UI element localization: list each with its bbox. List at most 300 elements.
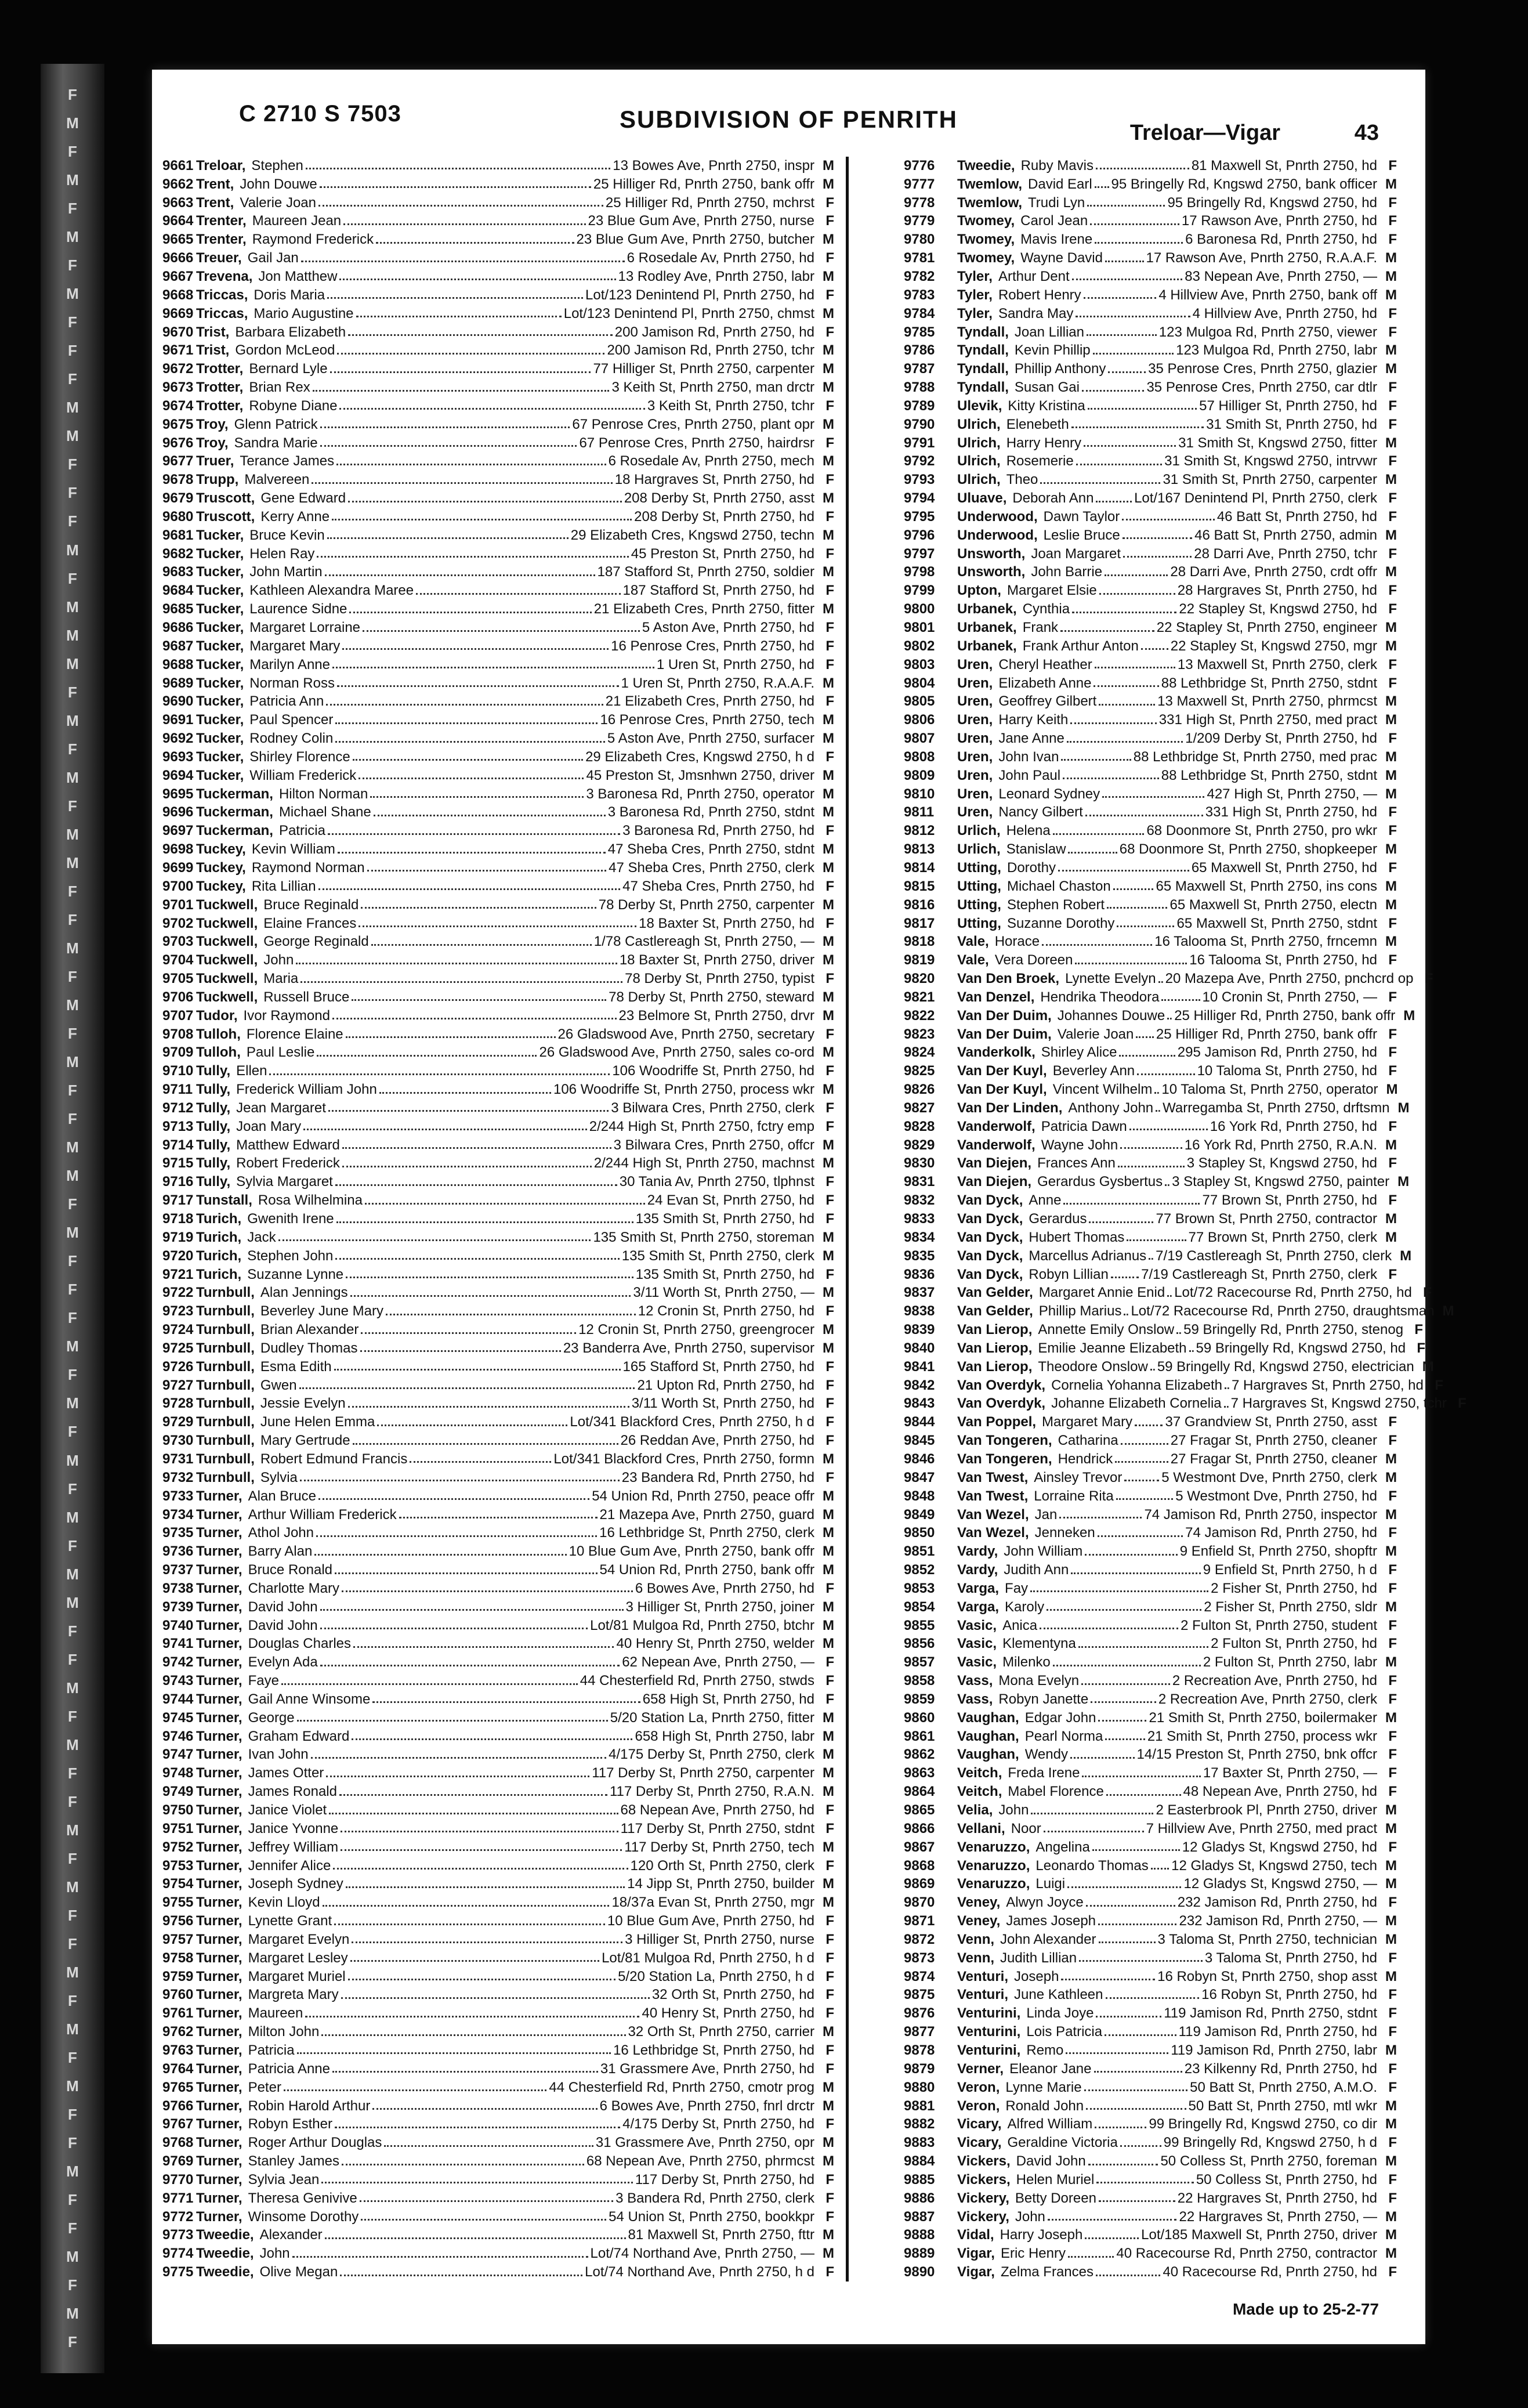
binding-mark: M: [66, 1508, 79, 1526]
entry-surname: Ulevik,: [957, 397, 1002, 414]
entry-surname: Vidal,: [957, 2227, 994, 2243]
directory-entry: [904, 508, 1397, 526]
entry-surname: Tuckey,: [196, 841, 246, 858]
entry-address-occupation: 59 Bringelly Rd, Pnrth 2750, stenog: [1183, 1322, 1404, 1338]
entry-number: 9730: [162, 1433, 194, 1449]
entry-surname: Van Denzel,: [957, 989, 1035, 1005]
binding-mark: M: [66, 399, 79, 417]
entry-number: 9697: [162, 823, 194, 839]
entry-address-occupation: 2 Fulton St, Pnrth 2750, hd: [1211, 1636, 1377, 1652]
entry-address-occupation: 10 Blue Gum Ave, Pnrth 2750, bank offr: [569, 1543, 814, 1560]
directory-entry: [162, 1358, 834, 1376]
entry-surname: Van Lierop,: [957, 1340, 1033, 1356]
entry-surname: Vickery,: [957, 2208, 1009, 2225]
entry-address-occupation: 95 Bringelly Rd, Kngswd 2750, bank officer: [1111, 176, 1377, 192]
entry-number: 9803: [904, 656, 935, 672]
binding-mark: F: [68, 256, 77, 274]
page-number: 43: [1354, 121, 1379, 145]
entry-sex: M: [1403, 1007, 1415, 1024]
entry-sex: M: [1385, 250, 1397, 266]
entry-surname: Tuckey,: [196, 878, 246, 894]
directory-entry: [904, 1210, 1397, 1228]
entry-address-occupation: 200 Jamison Rd, Pnrth 2750, tchr: [607, 342, 814, 359]
entry-surname: Turner,: [196, 1636, 242, 1652]
entry-address-occupation: 4/175 Derby St, Pnrth 2750, clerk: [609, 1747, 814, 1763]
entry-address-occupation: 2 Recreation Ave, Pnrth 2750, hd: [1172, 1673, 1377, 1689]
entry-surname: Tyndall,: [957, 324, 1009, 340]
entry-surname: Van Der Linden,: [957, 1100, 1063, 1116]
entry-number: 9770: [162, 2171, 194, 2188]
entry-sex: M: [823, 379, 834, 396]
entry-surname: Trevena,: [196, 268, 253, 284]
entry-sex: F: [1388, 1063, 1397, 1079]
entry-sex: M: [823, 232, 834, 248]
entry-sex: M: [1385, 1802, 1397, 1818]
leader-dots: [1116, 1498, 1174, 1500]
entry-number: 9728: [162, 1395, 194, 1412]
leader-dots: [374, 815, 606, 816]
directory-entry: [162, 1875, 834, 1893]
entry-address-occupation: 59 Bringelly Rd, Kngswd 2750, electrician: [1157, 1358, 1414, 1375]
entry-sex: M: [1385, 878, 1397, 894]
binding-mark: F: [68, 1366, 77, 1384]
entry-given-names: Shirley Alice: [1041, 1044, 1117, 1061]
entry-surname: Velia,: [957, 1802, 993, 1818]
directory-entry: [904, 323, 1397, 342]
binding-mark: F: [68, 342, 77, 360]
entry-surname: Upton,: [957, 583, 1001, 599]
entry-given-names: John Paul: [998, 767, 1061, 783]
entry-surname: Van Dyck,: [957, 1266, 1023, 1282]
entry-given-names: Anica: [1002, 1617, 1038, 1633]
entry-surname: Turnbull,: [196, 1322, 255, 1338]
entry-number: 9806: [904, 712, 935, 728]
entry-number: 9888: [904, 2227, 935, 2243]
directory-entry: [904, 1431, 1397, 1450]
entry-given-names: John: [259, 2246, 290, 2262]
entry-surname: Turner,: [196, 1543, 242, 1560]
entry-surname: Turner,: [196, 1876, 242, 1892]
leader-dots: [1092, 1849, 1180, 1851]
entry-surname: Troy,: [196, 435, 229, 451]
entry-address-occupation: 31 Grassmere Ave, Pnrth 2750, opr: [595, 2135, 814, 2151]
entry-sex: F: [825, 656, 834, 672]
entry-given-names: Shirley Florence: [249, 749, 350, 765]
directory-entry: [162, 711, 834, 729]
entry-surname: Van Der Duim,: [957, 1026, 1052, 1042]
directory-entry: [162, 1228, 834, 1247]
entry-address-occupation: 31 Smith St, Kngswd 2750, intrvwr: [1164, 453, 1377, 469]
entry-surname: Turner,: [196, 1894, 242, 1911]
entry-number: 9790: [904, 416, 935, 432]
binding-mark: M: [66, 1394, 79, 1412]
entry-sex: F: [1388, 2171, 1397, 2188]
entry-address-occupation: 47 Sheba Cres, Pnrth 2750, stdnt: [607, 841, 814, 858]
directory-entry: [162, 970, 834, 988]
entry-number: 9685: [162, 601, 194, 617]
directory-entry: [162, 692, 834, 711]
directory-entry: [904, 1857, 1397, 1875]
entry-given-names: Cynthia: [1022, 601, 1070, 617]
entry-given-names: John Douwe: [240, 176, 317, 192]
entry-sex: M: [1385, 287, 1397, 303]
entry-address-occupation: 32 Orth St, Pnrth 2750, hd: [651, 1987, 814, 2003]
entry-given-names: Phillip Anthony: [1014, 361, 1106, 377]
directory-entry: [162, 157, 834, 175]
directory-entry: [904, 785, 1397, 804]
leader-dots: [1040, 1628, 1178, 1629]
entry-surname: Tully,: [196, 1100, 231, 1116]
entry-address-occupation: 5 Westmont Dve, Pnrth 2750, clerk: [1161, 1469, 1377, 1485]
entry-surname: Urbanek,: [957, 620, 1017, 636]
entry-sex: F: [825, 620, 834, 636]
entry-number: 9772: [162, 2208, 194, 2225]
directory-entry: [162, 1598, 834, 1617]
leader-dots: [1082, 390, 1144, 392]
directory-entry: [162, 2097, 834, 2116]
entry-sex: F: [825, 1433, 834, 1449]
entry-sex: M: [823, 841, 834, 858]
entry-number: 9808: [904, 749, 935, 765]
leader-dots: [1030, 1590, 1208, 1592]
entry-sex: F: [1388, 1894, 1397, 1911]
entry-number: 9865: [904, 1802, 935, 1818]
directory-entry: [162, 1727, 834, 1746]
entry-surname: Triccas,: [196, 287, 248, 303]
leader-dots: [379, 1092, 551, 1094]
entry-number: 9746: [162, 1728, 194, 1744]
entry-number: 9690: [162, 693, 194, 710]
entry-surname: Trotter,: [196, 397, 244, 414]
leader-dots: [342, 2164, 584, 2165]
entry-surname: Trupp,: [196, 472, 239, 488]
entry-number: 9871: [904, 1913, 935, 1929]
directory-entry: [904, 1783, 1397, 1801]
entry-number: 9886: [904, 2190, 935, 2206]
entry-surname: Tucker,: [196, 545, 244, 562]
leader-dots: [1120, 2145, 1161, 2147]
entry-sex: M: [1385, 1229, 1397, 1245]
entry-sex: M: [1422, 1358, 1434, 1375]
binding-mark: M: [66, 1736, 79, 1753]
entry-number: 9683: [162, 564, 194, 580]
entry-address-occupation: 2 Fisher St, Pnrth 2750, hd: [1211, 1580, 1377, 1596]
entry-given-names: Gwenith Irene: [247, 1211, 334, 1227]
entry-given-names: Jan: [1034, 1506, 1058, 1523]
leader-dots: [1060, 630, 1154, 632]
entry-surname: Van Overdyk,: [957, 1395, 1046, 1412]
entry-address-occupation: 21 Smith St, Pnrth 2750, boilermaker: [1149, 1709, 1377, 1726]
leader-dots: [1098, 1923, 1176, 1925]
entry-address-occupation: 20 Mazepa Ave, Pnrth 2750, pnchcrd op: [1165, 971, 1414, 987]
entry-sex: M: [1385, 1913, 1397, 1929]
entry-surname: Tucker,: [196, 656, 244, 672]
entry-sex: M: [823, 1747, 834, 1763]
entry-number: 9882: [904, 2116, 935, 2132]
leader-dots: [332, 519, 632, 520]
entry-surname: Turich,: [196, 1229, 242, 1245]
entry-given-names: Roger Arthur Douglas: [248, 2135, 382, 2151]
directory-entry: [162, 397, 834, 415]
leader-dots: [1070, 1757, 1135, 1759]
entry-surname: Tuckwell,: [196, 896, 258, 913]
directory-entry: [904, 526, 1397, 545]
binding-mark: M: [66, 2305, 79, 2323]
entry-sex: M: [1385, 841, 1397, 858]
entry-surname: Turner,: [196, 1488, 242, 1504]
leader-dots: [349, 612, 591, 613]
directory-entry: [162, 1986, 834, 2005]
directory-entry: [904, 1635, 1397, 1654]
entry-sex: M: [1385, 749, 1397, 765]
entry-given-names: Gerardus Gysbertus: [1037, 1174, 1163, 1190]
entry-number: 9671: [162, 342, 194, 359]
directory-entry: [162, 1617, 834, 1635]
entry-address-occupation: 35 Penrose Cres, Pnrth 2750, car dtlr: [1146, 379, 1377, 396]
entry-sex: F: [825, 2190, 834, 2206]
leader-dots: [312, 482, 612, 484]
entry-number: 9706: [162, 989, 194, 1005]
entry-surname: Turnbull,: [196, 1303, 255, 1319]
leader-dots: [1063, 778, 1159, 779]
directory-entry: [904, 729, 1397, 748]
entry-sex: F: [825, 545, 834, 562]
directory-entry: [162, 1857, 834, 1875]
entry-address-occupation: 3 Baronesa Rd, Pnrth 2750, hd: [622, 823, 814, 839]
entry-surname: Turnbull,: [196, 1451, 255, 1467]
entry-number: 9878: [904, 2042, 935, 2058]
entry-given-names: Laurence Sidne: [249, 601, 347, 617]
leader-dots: [320, 186, 591, 188]
entry-address-occupation: 22 Hargraves St, Pnrth 2750, —: [1179, 2208, 1377, 2225]
binding-mark: M: [66, 2020, 79, 2038]
entry-given-names: Vincent Wilhelm: [1052, 1082, 1153, 1098]
directory-entry: [162, 619, 834, 637]
leader-dots: [1068, 2256, 1114, 2258]
leader-dots: [1102, 796, 1204, 798]
entry-surname: Utting,: [957, 859, 1001, 876]
entry-sex: F: [1388, 675, 1397, 691]
entry-surname: Turner,: [196, 2042, 242, 2058]
entry-surname: Vicary,: [957, 2135, 1002, 2151]
entry-address-occupation: 22 Stapley St, Pnrth 2750, engineer: [1156, 620, 1377, 636]
entry-given-names: Alan Jennings: [260, 1285, 348, 1301]
binding-mark: F: [68, 2276, 77, 2294]
binding-mark: F: [68, 882, 77, 900]
leader-dots: [1189, 1350, 1194, 1352]
entry-number: 9693: [162, 749, 194, 765]
entry-surname: Uren,: [957, 749, 993, 765]
directory-entry: [904, 249, 1397, 267]
entry-address-occupation: 165 Stafford St, Pnrth 2750, hd: [622, 1358, 814, 1375]
entry-sex: M: [1386, 1082, 1398, 1098]
entry-sex: F: [825, 287, 834, 303]
entry-given-names: Rodney Colin: [249, 731, 334, 747]
leader-dots: [339, 408, 644, 410]
entry-address-occupation: 1/78 Castlereagh St, Pnrth 2750, —: [593, 934, 814, 950]
leader-dots: [339, 1794, 607, 1796]
entry-given-names: William Frederick: [249, 767, 357, 783]
directory-entry: [904, 1247, 1412, 1266]
directory-entry: [904, 563, 1397, 582]
leader-dots: [320, 445, 577, 447]
leader-dots: [1105, 574, 1168, 576]
entry-sex: M: [823, 1894, 834, 1911]
entry-sex: M: [823, 804, 834, 820]
entry-sex: F: [825, 915, 834, 931]
entry-address-occupation: 3 Baronesa Rd, Pnrth 2750, operator: [586, 786, 814, 802]
entry-sex: M: [823, 1562, 834, 1578]
entry-sex: F: [825, 1950, 834, 1966]
entry-given-names: Horace: [994, 934, 1040, 950]
leader-dots: [1111, 1277, 1139, 1278]
entry-sex: F: [1388, 1118, 1397, 1134]
entry-surname: Tucker,: [196, 527, 244, 543]
directory-entry: [904, 341, 1397, 360]
entry-number: 9815: [904, 878, 935, 894]
entry-surname: Tweedie,: [957, 157, 1015, 173]
leader-dots: [1071, 426, 1204, 428]
entry-given-names: Milton John: [248, 2024, 320, 2040]
entry-given-names: Robyn Esther: [248, 2116, 332, 2132]
entry-sex: M: [823, 1506, 834, 1523]
entry-number: 9787: [904, 361, 935, 377]
entry-number: 9742: [162, 1654, 194, 1671]
entry-sex: F: [825, 971, 834, 987]
entry-sex: F: [1388, 952, 1397, 968]
entry-sex: M: [823, 361, 834, 377]
entry-surname: Twomey,: [957, 232, 1015, 248]
directory-entry: [904, 1358, 1434, 1376]
entry-surname: Venn,: [957, 1950, 995, 1966]
entry-given-names: Sylvia Jean: [248, 2171, 320, 2188]
leader-dots: [350, 1960, 599, 1962]
entry-address-occupation: 10 Taloma St, Pnrth 2750, hd: [1197, 1063, 1377, 1079]
entry-surname: Trotter,: [196, 379, 244, 396]
binding-mark: M: [66, 1167, 79, 1185]
entry-address-occupation: Lot/341 Blackford Cres, Pnrth 2750, h d: [570, 1414, 814, 1430]
binding-mark: F: [68, 2134, 77, 2152]
entry-surname: Venturini,: [957, 2024, 1021, 2040]
entry-sex: M: [1385, 1820, 1397, 1836]
leader-dots: [359, 778, 584, 779]
entry-sex: F: [1435, 1377, 1443, 1393]
entry-surname: Van Der Kuyl,: [957, 1082, 1047, 1098]
entry-address-occupation: 88 Lethbridge St, Pnrth 2750, med prac: [1133, 749, 1377, 765]
entry-address-occupation: 31 Grassmere Ave, Pnrth 2750, hd: [600, 2060, 814, 2077]
entry-given-names: Remo: [1026, 2042, 1064, 2058]
leader-dots: [1095, 242, 1183, 244]
entry-given-names: Stephen John: [247, 1248, 334, 1264]
entry-given-names: Kevin Lloyd: [248, 1894, 320, 1911]
page-header: [152, 70, 1425, 145]
entry-sex: M: [1385, 1469, 1397, 1485]
binding-mark: M: [66, 626, 79, 644]
entry-given-names: Gwen: [260, 1377, 297, 1393]
leader-dots: [1149, 1258, 1153, 1260]
entry-sex: M: [823, 2135, 834, 2151]
entry-address-occupation: Lot/123 Denintend Pl, Pnrth 2750, hd: [585, 287, 814, 303]
entry-address-occupation: 3 Bandera Rd, Pnrth 2750, clerk: [615, 2190, 814, 2206]
entry-surname: Verner,: [957, 2060, 1004, 2077]
entry-address-occupation: 10 Taloma St, Pnrth 2750, operator: [1161, 1082, 1378, 1098]
directory-entry: [904, 1838, 1397, 1857]
entry-number: 9755: [162, 1894, 194, 1911]
entry-surname: Ulrich,: [957, 416, 1001, 432]
entry-sex: M: [823, 1451, 834, 1467]
binding-mark: F: [68, 1849, 77, 1867]
entry-number: 9857: [904, 1654, 935, 1671]
directory-entry: [904, 1690, 1397, 1709]
entry-number: 9853: [904, 1580, 935, 1596]
entry-number: 9673: [162, 379, 194, 396]
binding-mark: F: [68, 1536, 77, 1554]
entry-given-names: Mary Gertrude: [260, 1433, 350, 1449]
entry-number: 9810: [904, 786, 935, 802]
binding-mark: F: [68, 1110, 77, 1128]
entry-number: 9851: [904, 1543, 935, 1560]
leader-dots: [338, 852, 606, 854]
entry-given-names: Glenn Patrick: [234, 416, 318, 432]
entry-given-names: Valerie Joan: [240, 194, 316, 211]
entry-sex: F: [1388, 1691, 1397, 1707]
entry-given-names: Faye: [248, 1673, 279, 1689]
entry-number: 9670: [162, 324, 194, 340]
directory-entry: [162, 1062, 834, 1080]
leader-dots: [332, 1018, 617, 1019]
entry-number: 9849: [904, 1506, 935, 1523]
entry-given-names: Karoly: [1005, 1599, 1045, 1615]
leader-dots: [1071, 1572, 1200, 1574]
entry-given-names: Robert Frederick: [236, 1155, 340, 1172]
directory-entry: [162, 1321, 834, 1339]
binding-mark: F: [68, 1309, 77, 1327]
directory-entry: [162, 249, 834, 267]
entry-address-occupation: 18 Baxter St, Pnrth 2750, hd: [639, 915, 814, 931]
entry-given-names: Stephen Robert: [1006, 896, 1105, 913]
entry-surname: Van Lierop,: [957, 1358, 1033, 1375]
binding-mark: F: [68, 1025, 77, 1043]
entry-address-occupation: 31 Smith St, Pnrth 2750, carpenter: [1163, 472, 1377, 488]
directory-page: [152, 70, 1467, 2344]
entry-given-names: Beverley Ann: [1052, 1063, 1135, 1079]
entry-surname: Turnbull,: [196, 1285, 255, 1301]
directory-entry: [904, 822, 1397, 840]
entry-surname: Uren,: [957, 767, 993, 783]
entry-given-names: Phillip Marius: [1038, 1303, 1122, 1319]
entry-number: 9703: [162, 934, 194, 950]
entry-sex: F: [825, 1968, 834, 1984]
entry-given-names: John Ivan: [998, 749, 1059, 765]
entry-number: 9776: [904, 157, 935, 173]
entry-number: 9854: [904, 1599, 935, 1615]
entry-surname: Turner,: [196, 1525, 242, 1541]
entry-address-occupation: 3 Keith St, Pnrth 2750, man drctr: [611, 379, 814, 396]
entry-sex: M: [823, 2098, 834, 2114]
directory-entry: [904, 1764, 1397, 1783]
entry-sex: F: [825, 2116, 834, 2132]
entry-number: 9816: [904, 896, 935, 913]
entry-surname: Vale,: [957, 934, 989, 950]
directory-entry: [904, 2078, 1397, 2097]
entry-surname: Tully,: [196, 1082, 231, 1098]
entry-surname: Twomey,: [957, 250, 1015, 266]
leader-dots: [363, 630, 640, 632]
entry-given-names: Hilton Norman: [278, 786, 368, 802]
entry-address-occupation: 106 Woodriffe St, Pnrth 2750, process wkr: [553, 1082, 814, 1098]
entry-number: 9856: [904, 1636, 935, 1652]
entry-address-occupation: 135 Smith St, Pnrth 2750, storeman: [593, 1229, 814, 1245]
